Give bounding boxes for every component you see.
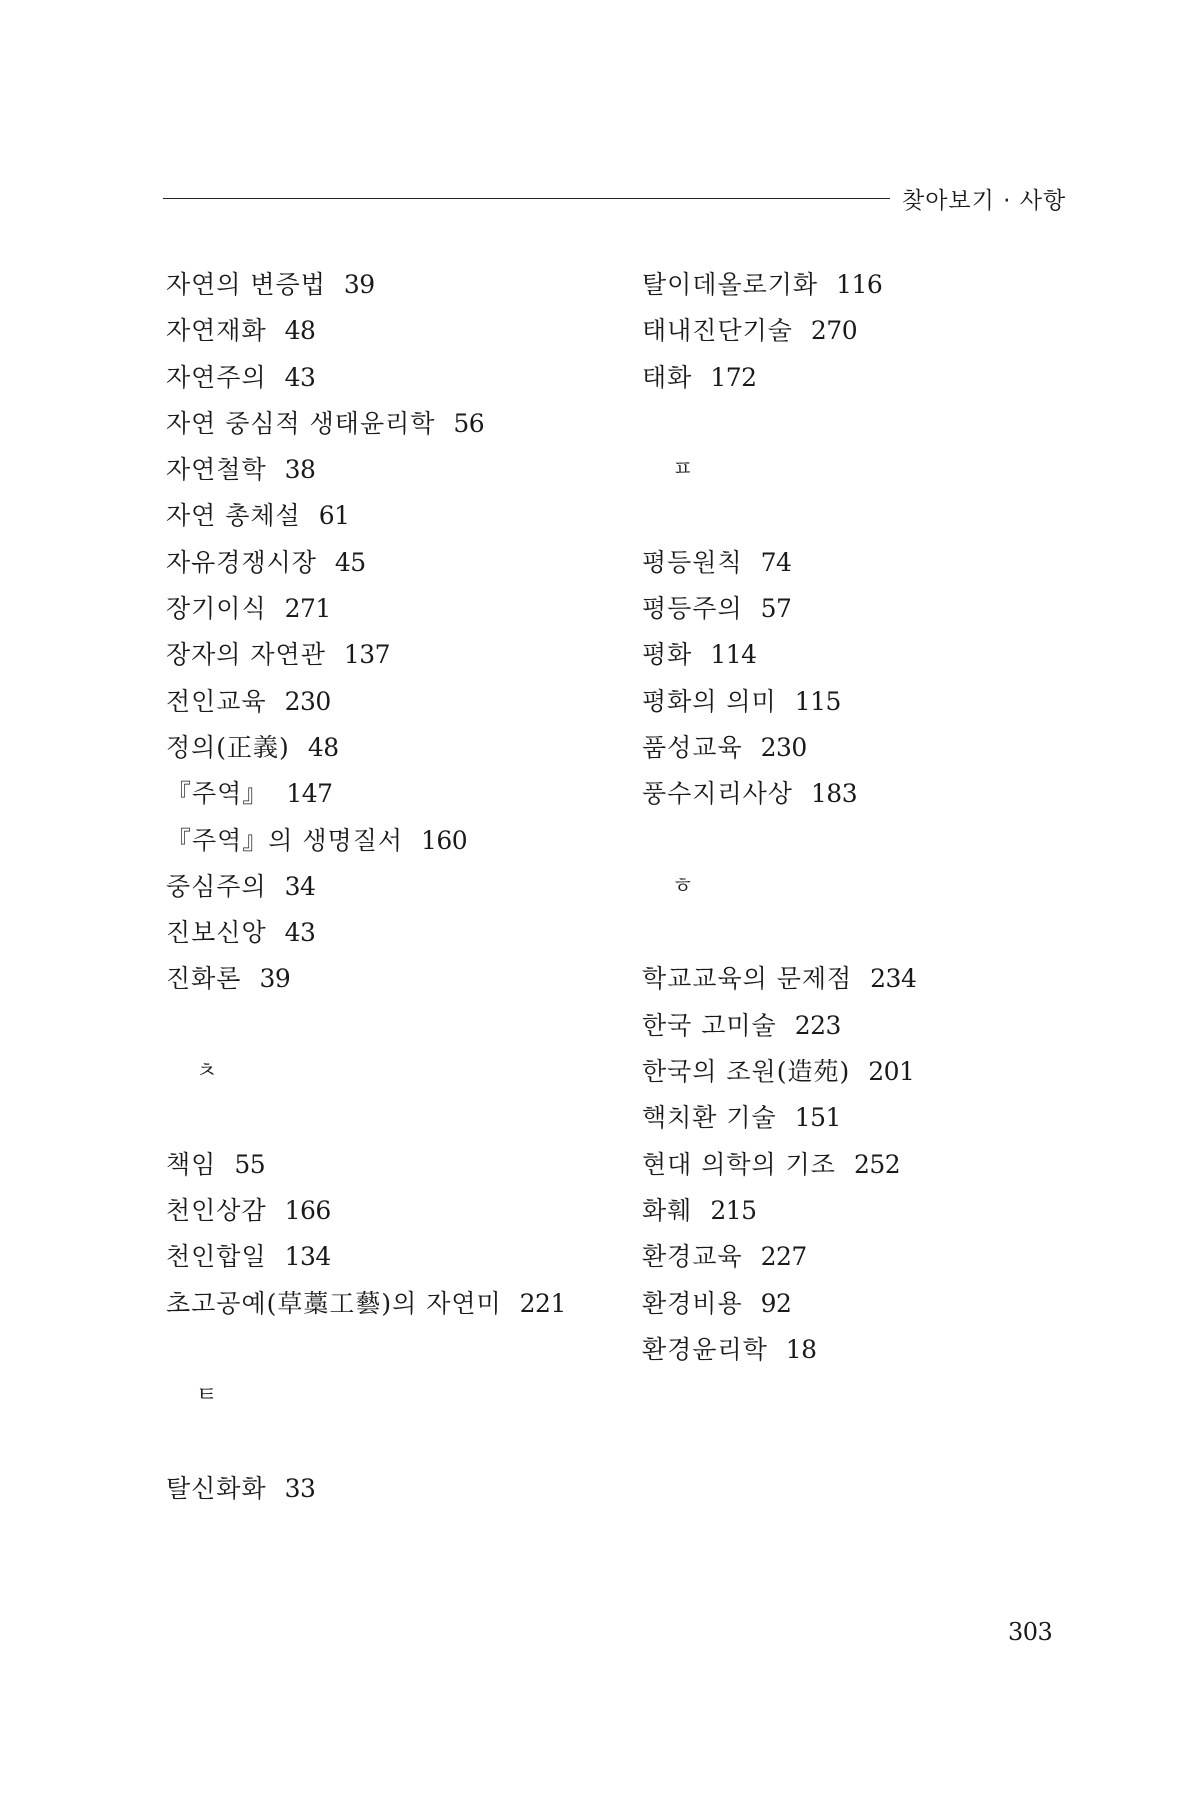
index-page-ref: 114 xyxy=(710,640,757,670)
index-page-ref: 230 xyxy=(284,686,331,716)
index-page-ref: 252 xyxy=(853,1149,901,1179)
index-term: 자연의 변증법 xyxy=(166,270,326,299)
index-entry xyxy=(642,956,1042,1002)
index-spacer xyxy=(166,1327,636,1373)
index-entry xyxy=(642,586,1042,632)
index-entry xyxy=(642,262,1042,308)
index-term: 자연철학 xyxy=(166,455,267,485)
index-page-ref: 134 xyxy=(284,1242,331,1272)
index-term: 책임 xyxy=(166,1149,217,1179)
running-header-title: 찾아보기 · 사항 xyxy=(902,188,1067,214)
index-entry xyxy=(166,956,636,1002)
index-page-ref: 227 xyxy=(760,1242,807,1272)
index-term: 중심주의 xyxy=(166,871,267,901)
index-entry xyxy=(642,1234,1042,1280)
index-entry xyxy=(642,1003,1042,1049)
index-page-ref: 270 xyxy=(810,316,858,346)
index-page-ref: 43 xyxy=(284,362,316,392)
index-page-ref: 166 xyxy=(284,1195,331,1225)
index-page-ref: 38 xyxy=(284,455,316,485)
index-page-ref: 116 xyxy=(836,270,883,299)
index-page-ref: 183 xyxy=(810,779,858,809)
index-entry xyxy=(166,864,636,910)
index-page-ref: 221 xyxy=(519,1288,566,1318)
index-entry xyxy=(642,632,1042,678)
index-entry xyxy=(166,679,636,725)
index-page-ref: 34 xyxy=(284,871,316,901)
index-entry xyxy=(642,771,1042,817)
index-term: 전인교육 xyxy=(166,686,267,716)
index-page-ref: 39 xyxy=(259,964,291,994)
index-page-ref: 271 xyxy=(284,594,331,624)
index-page-ref: 57 xyxy=(760,594,792,624)
index-page-ref: 55 xyxy=(234,1149,266,1179)
index-page-ref: 223 xyxy=(794,1010,841,1040)
index-entry xyxy=(166,308,636,354)
index-column-right xyxy=(642,262,1042,1373)
index-section-heading: ㅌ xyxy=(196,1383,218,1409)
index-term: 태화 xyxy=(642,362,693,392)
index-entry xyxy=(166,355,636,401)
index-term: 천인상감 xyxy=(166,1195,267,1225)
index-entry xyxy=(642,679,1042,725)
index-term: 평등주의 xyxy=(642,594,743,624)
index-term: 자연 중심적 생태윤리학 xyxy=(166,408,436,438)
index-page-ref: 18 xyxy=(785,1334,817,1364)
index-term: 한국 고미술 xyxy=(642,1010,777,1040)
index-term: 평화 xyxy=(642,640,693,670)
index-entry xyxy=(642,1327,1042,1373)
index-entry xyxy=(166,262,636,308)
index-page-ref: 215 xyxy=(710,1195,757,1225)
page-number: 303 xyxy=(1008,1618,1053,1646)
index-column-left xyxy=(166,262,636,1512)
index-term: 자연주의 xyxy=(166,362,267,392)
index-entry xyxy=(642,308,1042,354)
index-term: 탈이데올로기화 xyxy=(642,270,819,299)
index-entry xyxy=(166,818,636,864)
index-term: 장자의 자연관 xyxy=(166,640,326,670)
index-term: 현대 의학의 기조 xyxy=(642,1149,836,1179)
index-page-ref: 33 xyxy=(284,1473,316,1503)
index-term: 평등원칙 xyxy=(642,547,743,577)
index-term: 『주역』 xyxy=(166,779,269,809)
index-entry xyxy=(166,771,636,817)
index-page-ref: 151 xyxy=(794,1103,841,1133)
index-page-ref: 56 xyxy=(453,408,485,438)
index-term: 환경비용 xyxy=(642,1288,743,1318)
index-term: 장기이식 xyxy=(166,594,267,624)
index-entry xyxy=(642,1049,1042,1095)
index-page-ref: 230 xyxy=(760,732,807,762)
index-term: 진화론 xyxy=(166,964,242,994)
index-page-ref: 147 xyxy=(286,779,333,809)
index-page-ref: 48 xyxy=(284,316,316,346)
index-entry xyxy=(642,1188,1042,1234)
index-term: 풍수지리사상 xyxy=(642,779,793,809)
index-page-ref: 234 xyxy=(870,964,917,994)
index-entry xyxy=(642,355,1042,401)
index-entry xyxy=(166,1281,636,1327)
index-page-ref: 137 xyxy=(343,640,391,670)
index-page-ref: 201 xyxy=(868,1057,915,1087)
index-section-heading: ㅊ xyxy=(196,1059,218,1085)
index-term: 진보신앙 xyxy=(166,918,267,948)
index-entry xyxy=(166,586,636,632)
index-term: 화훼 xyxy=(642,1195,693,1225)
index-entry xyxy=(166,725,636,771)
index-term: 자유경쟁시장 xyxy=(166,547,317,577)
index-spacer xyxy=(642,401,1042,447)
index-spacer xyxy=(166,1003,636,1049)
index-entry xyxy=(166,910,636,956)
index-entry xyxy=(166,401,636,447)
index-page-ref: 48 xyxy=(307,732,339,762)
index-term: 자연 총체설 xyxy=(166,501,301,531)
index-entry xyxy=(166,1466,636,1512)
index-entry xyxy=(166,1234,636,1280)
index-term: 태내진단기술 xyxy=(642,316,793,346)
index-term: 환경교육 xyxy=(642,1242,743,1272)
index-spacer xyxy=(642,493,1042,539)
index-term: 정의(正義) xyxy=(166,732,290,762)
index-spacer xyxy=(166,1095,636,1141)
index-spacer xyxy=(642,818,1042,864)
index-entry xyxy=(166,493,636,539)
index-term: 평화의 의미 xyxy=(642,686,777,716)
index-term: 자연재화 xyxy=(166,316,267,346)
index-page-ref: 74 xyxy=(760,547,792,577)
index-entry xyxy=(166,540,636,586)
index-term: 『주역』의 생명질서 xyxy=(166,825,403,855)
index-page-ref: 39 xyxy=(343,270,375,299)
index-entry xyxy=(166,1188,636,1234)
index-page-ref: 172 xyxy=(710,362,757,392)
index-page-ref: 43 xyxy=(284,918,316,948)
index-page-ref: 45 xyxy=(334,547,366,577)
index-term: 핵치환 기술 xyxy=(642,1103,777,1133)
index-entry xyxy=(166,447,636,493)
index-entry xyxy=(166,1142,636,1188)
index-term: 환경윤리학 xyxy=(642,1334,768,1364)
index-entry xyxy=(642,1095,1042,1141)
index-page-ref: 115 xyxy=(794,686,841,716)
index-page-ref: 160 xyxy=(421,825,468,855)
index-entry xyxy=(642,1142,1042,1188)
index-term: 품성교육 xyxy=(642,732,743,762)
index-term: 초고공예(草藁工藝)의 자연미 xyxy=(166,1288,502,1318)
index-term: 학교교육의 문제점 xyxy=(642,964,853,994)
index-term: 한국의 조원(造苑) xyxy=(642,1057,851,1087)
index-spacer xyxy=(642,910,1042,956)
index-entry xyxy=(642,1281,1042,1327)
index-entry xyxy=(642,725,1042,771)
index-section-heading: ㅍ xyxy=(672,457,694,483)
index-spacer xyxy=(166,1419,636,1465)
index-page-ref: 61 xyxy=(318,501,350,531)
index-entry xyxy=(166,632,636,678)
index-term: 천인합일 xyxy=(166,1242,267,1272)
index-page-ref: 92 xyxy=(760,1288,792,1318)
index-section-heading: ㅎ xyxy=(672,873,694,899)
index-term: 탈신화화 xyxy=(166,1473,267,1503)
index-entry xyxy=(642,540,1042,586)
header-rule xyxy=(163,198,890,199)
